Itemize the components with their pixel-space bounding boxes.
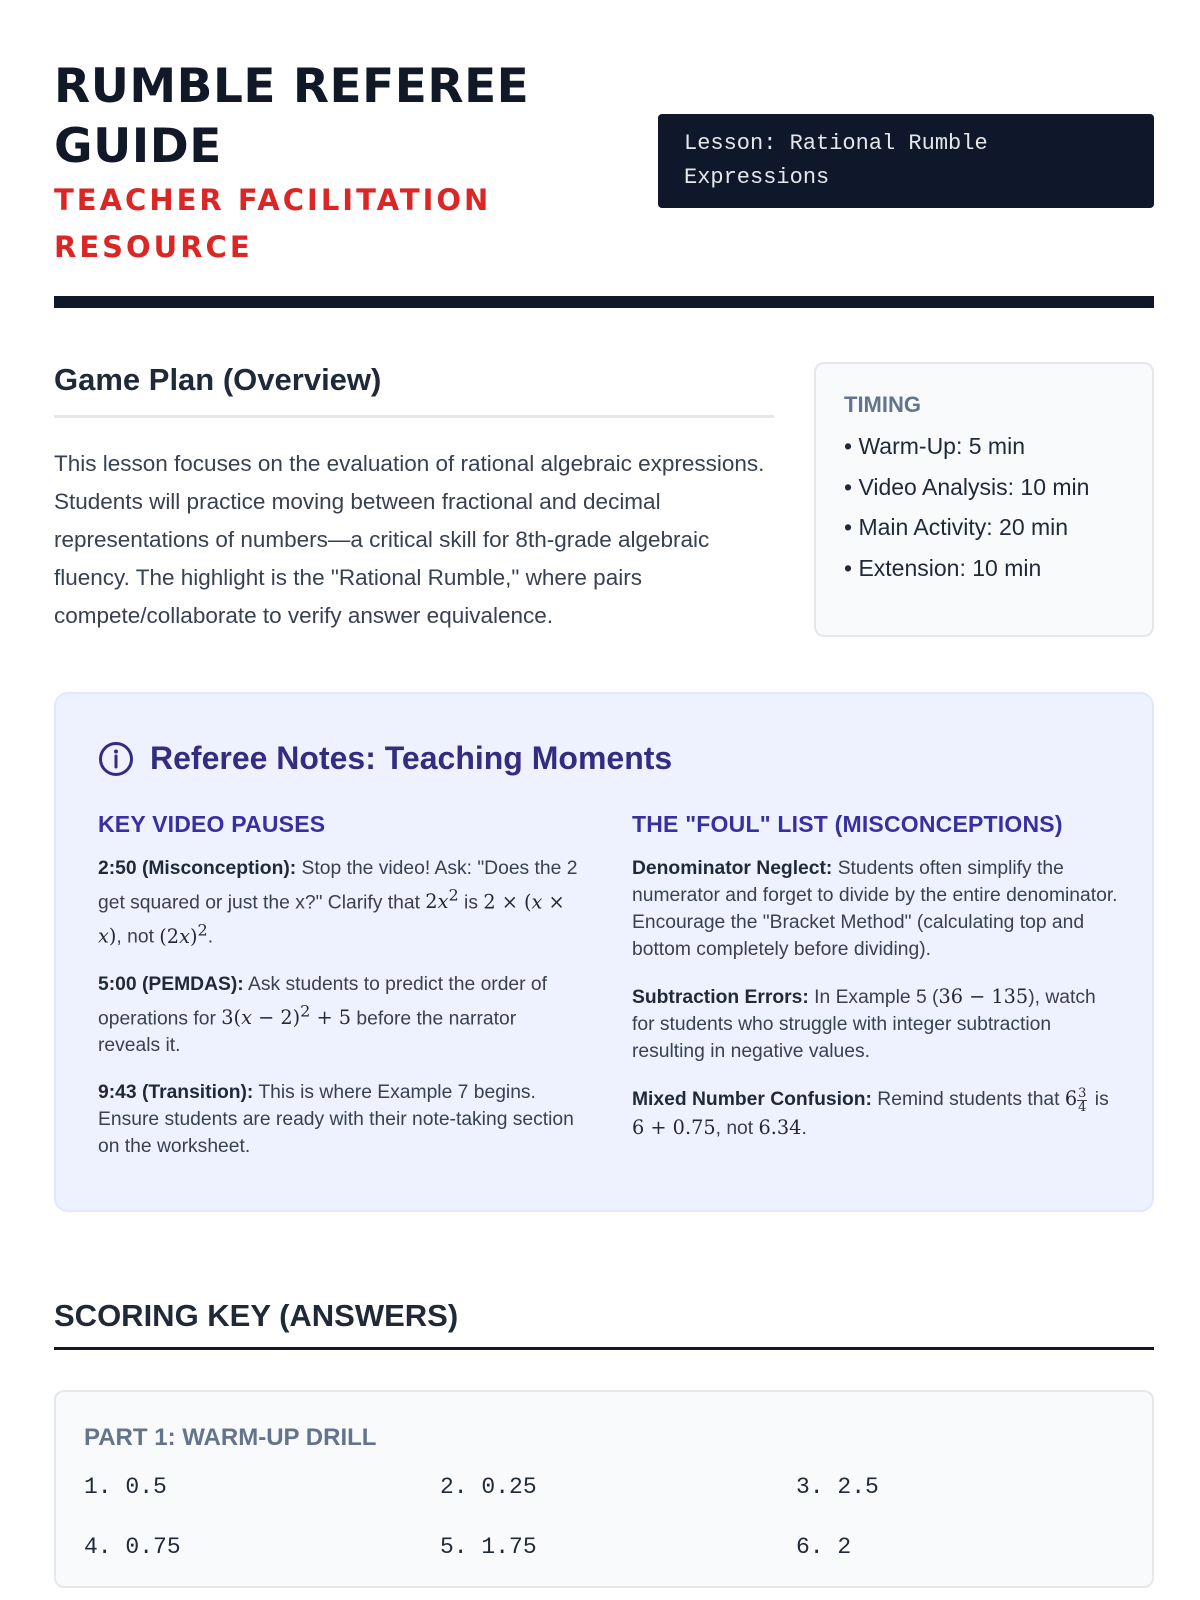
header <box>54 52 1154 312</box>
pause-text: . <box>207 926 214 948</box>
video-pauses-heading: KEY VIDEO PAUSES <box>98 811 326 837</box>
referee-notes-header <box>98 740 672 777</box>
timing-item: • Extension: 10 min <box>844 554 1042 581</box>
foul-text: Remind students that <box>871 1089 1065 1110</box>
overview-heading: Game Plan (Overview) <box>54 362 382 397</box>
pause-text: Stop the video! Ask: "Does the 2 get squared or just the x?" Clarify that <box>98 858 578 914</box>
foul-text: Students often simplify the numerator and forget to divide by the entire denominator. Encourage the "Bracket Method" (calculating top and bottom completely before dividing). <box>632 858 1118 960</box>
pause-text: , not <box>116 926 160 948</box>
page-subtitle: TEACHER FACILITATION RESOURCE <box>54 183 492 264</box>
timing-heading: TIMING <box>844 392 921 417</box>
lesson-badge: Lesson: Rational Rumble Expressions <box>658 114 1154 208</box>
foul-note <box>632 983 1122 1065</box>
pause-note <box>98 971 578 1059</box>
overview-paragraph: This lesson focuses on the evaluation of rational algebraic expressions. Students will practice moving between fractional and decimal representations of numbers—a critical skill for 8th-grade algebraic fluency. The highlight is the "Rational Rumble," where pairs compete/collaborate to verify answer equivalence. <box>54 451 765 628</box>
answer-item: 1. 0.5 <box>84 1474 167 1500</box>
foul-label: Mixed Number Confusion: <box>632 1089 872 1110</box>
video-pauses-column <box>98 811 578 1180</box>
page-title: RUMBLE REFEREE GUIDE <box>54 59 530 174</box>
answer-item: 3. 2.5 <box>796 1474 879 1500</box>
part-1-heading: PART 1: WARM-UP DRILL <box>84 1424 377 1451</box>
foul-text: is <box>1089 1089 1109 1110</box>
answer-item: 6. 2 <box>796 1534 852 1560</box>
foul-text: In Example 5 ( <box>808 987 939 1008</box>
header-divider <box>54 296 1154 308</box>
foul-text: ), watch for students who struggle with integer subtraction resulting in negative values. <box>632 987 1096 1062</box>
pause-label: 2:50 (Misconception): <box>98 858 297 879</box>
answer-item: 4. 0.75 <box>84 1534 181 1560</box>
overview-divider <box>54 415 774 418</box>
pause-text: is <box>458 892 484 914</box>
foul-note <box>632 1085 1122 1142</box>
math-expression: 36 − 135 <box>938 985 1029 1008</box>
timing-item: • Warm-Up: 5 min <box>844 433 1025 459</box>
foul-list-heading: THE "FOUL" LIST (MISCONCEPTIONS) <box>632 811 1063 837</box>
pause-text: Ask students to predict the order of operations for <box>98 973 548 1030</box>
foul-text: , not <box>715 1117 759 1139</box>
timing-item: • Video Analysis: 10 min <box>844 473 1090 500</box>
math-expression: 6.34 <box>758 1115 802 1139</box>
answer-item: 2. 0.25 <box>440 1474 537 1500</box>
pause-label: 9:43 (Transition): <box>98 1082 254 1104</box>
scoring-key-divider <box>54 1347 1154 1350</box>
pause-note <box>98 1079 578 1160</box>
warm-up-answers-panel <box>54 1390 1154 1588</box>
pause-text: before the narrator reveals it. <box>98 1008 517 1057</box>
referee-notes-panel <box>54 692 1154 1212</box>
pause-note <box>98 855 578 951</box>
foul-note <box>632 855 1122 963</box>
referee-notes-title: Referee Notes: Teaching Moments <box>150 740 673 776</box>
foul-label: Subtraction Errors: <box>632 987 809 1008</box>
foul-list-column <box>632 811 1122 1162</box>
timing-panel <box>814 362 1154 637</box>
math-expression: 6 + 0.75 <box>632 1115 716 1139</box>
math-expression: 6 $\frac{3}{4}$ <box>1064 1085 1087 1115</box>
math-expression: $(2x)^2$ <box>159 920 208 948</box>
math-expression: $3(x - 2)^2 + 5$ <box>221 1001 352 1030</box>
timing-item: • Main Activity: 20 min <box>844 514 1069 540</box>
foul-label: Denominator Neglect: <box>632 858 833 879</box>
info-icon <box>98 741 134 777</box>
foul-text: . <box>801 1117 807 1139</box>
answer-item: 5. 1.75 <box>440 1534 537 1560</box>
math-expression: $2x^2$ <box>425 886 459 914</box>
answer-grid <box>84 1470 1154 1564</box>
scoring-key-heading: SCORING KEY (ANSWERS) <box>54 1298 459 1333</box>
pause-text: This is where Example 7 begins. Ensure students are ready with their note-taking section on the worksheet. <box>98 1082 574 1158</box>
math-expression: 2 × (x × x) <box>98 890 565 948</box>
pause-label: 5:00 (PEMDAS): <box>98 973 244 995</box>
